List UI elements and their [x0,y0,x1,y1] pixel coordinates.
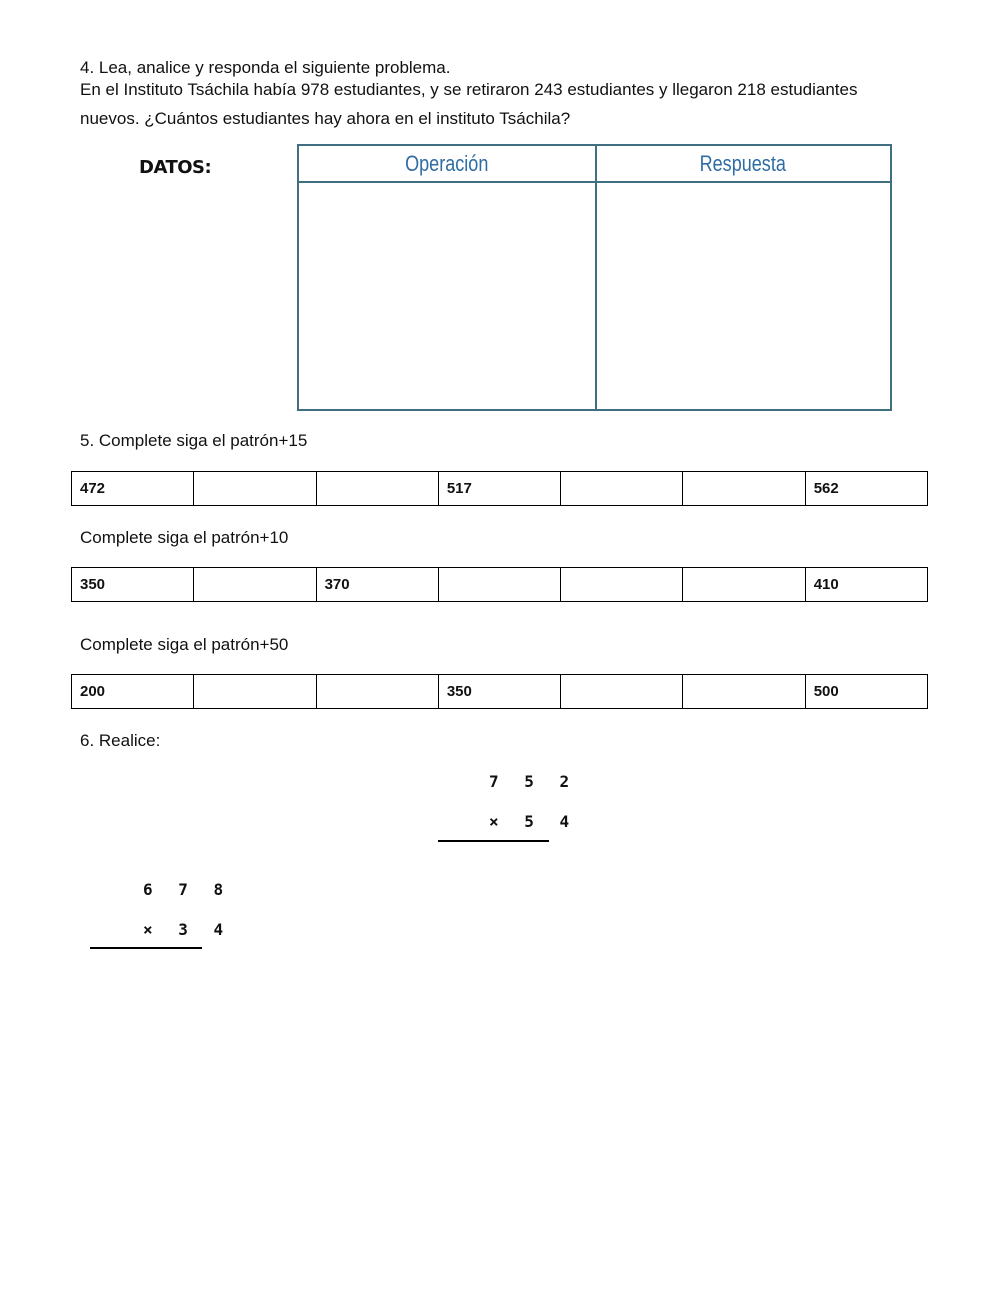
pattern-cell: 350 [72,568,194,602]
pattern-blank-cell[interactable] [683,675,805,709]
q6-title: 6. Realice: [80,731,161,750]
q4-title: 4. Lea, analice y responda el siguiente problema. [80,58,451,77]
mult2-result-line [90,947,202,949]
pattern-cell: 500 [805,675,927,709]
mult1-bottom-number: × 5 4 [489,812,578,831]
pattern-table-15 [71,471,928,506]
mult2-top-number: 6 7 8 [143,880,232,899]
pattern-10-title: Complete siga el patrón+10 [80,528,289,547]
q4-problem-line2: nuevos. ¿Cuántos estudiantes hay ahora en el instituto Tsáchila? [80,109,571,128]
pattern-table-10 [71,567,928,602]
respuesta-header: Respuesta [699,151,786,176]
pattern-cell: 410 [805,568,927,602]
mult2-bottom-number: × 3 4 [143,920,232,939]
column-divider [595,146,597,409]
operacion-header: Operación [405,151,489,176]
pattern-blank-cell[interactable] [316,472,438,506]
pattern-cell: 472 [72,472,194,506]
pattern-50-title: Complete siga el patrón+50 [80,635,289,654]
pattern-cell: 350 [438,675,560,709]
pattern-blank-cell[interactable] [194,472,316,506]
table-row [72,675,928,709]
pattern-blank-cell[interactable] [683,472,805,506]
operation-answer-box [297,144,892,411]
q4-problem-line1: En el Instituto Tsáchila había 978 estudiantes, y se retiraron 243 estudiantes y llegaron 218 estudiantes [80,80,858,99]
pattern-blank-cell[interactable] [194,675,316,709]
table-row [72,472,928,506]
pattern-cell: 200 [72,675,194,709]
pattern-cell: 370 [316,568,438,602]
pattern-blank-cell[interactable] [561,568,683,602]
mult1-result-line [438,840,549,842]
pattern-cell: 517 [438,472,560,506]
mult1-top-number: 7 5 2 [489,772,578,791]
pattern-table-50 [71,674,928,709]
pattern-blank-cell[interactable] [194,568,316,602]
pattern-blank-cell[interactable] [438,568,560,602]
datos-label: DATOS: [139,157,212,178]
pattern-blank-cell[interactable] [316,675,438,709]
pattern-blank-cell[interactable] [561,675,683,709]
table-row [72,568,928,602]
pattern-blank-cell[interactable] [683,568,805,602]
q5-title: 5. Complete siga el patrón+15 [80,431,308,450]
pattern-blank-cell[interactable] [561,472,683,506]
pattern-cell: 562 [805,472,927,506]
